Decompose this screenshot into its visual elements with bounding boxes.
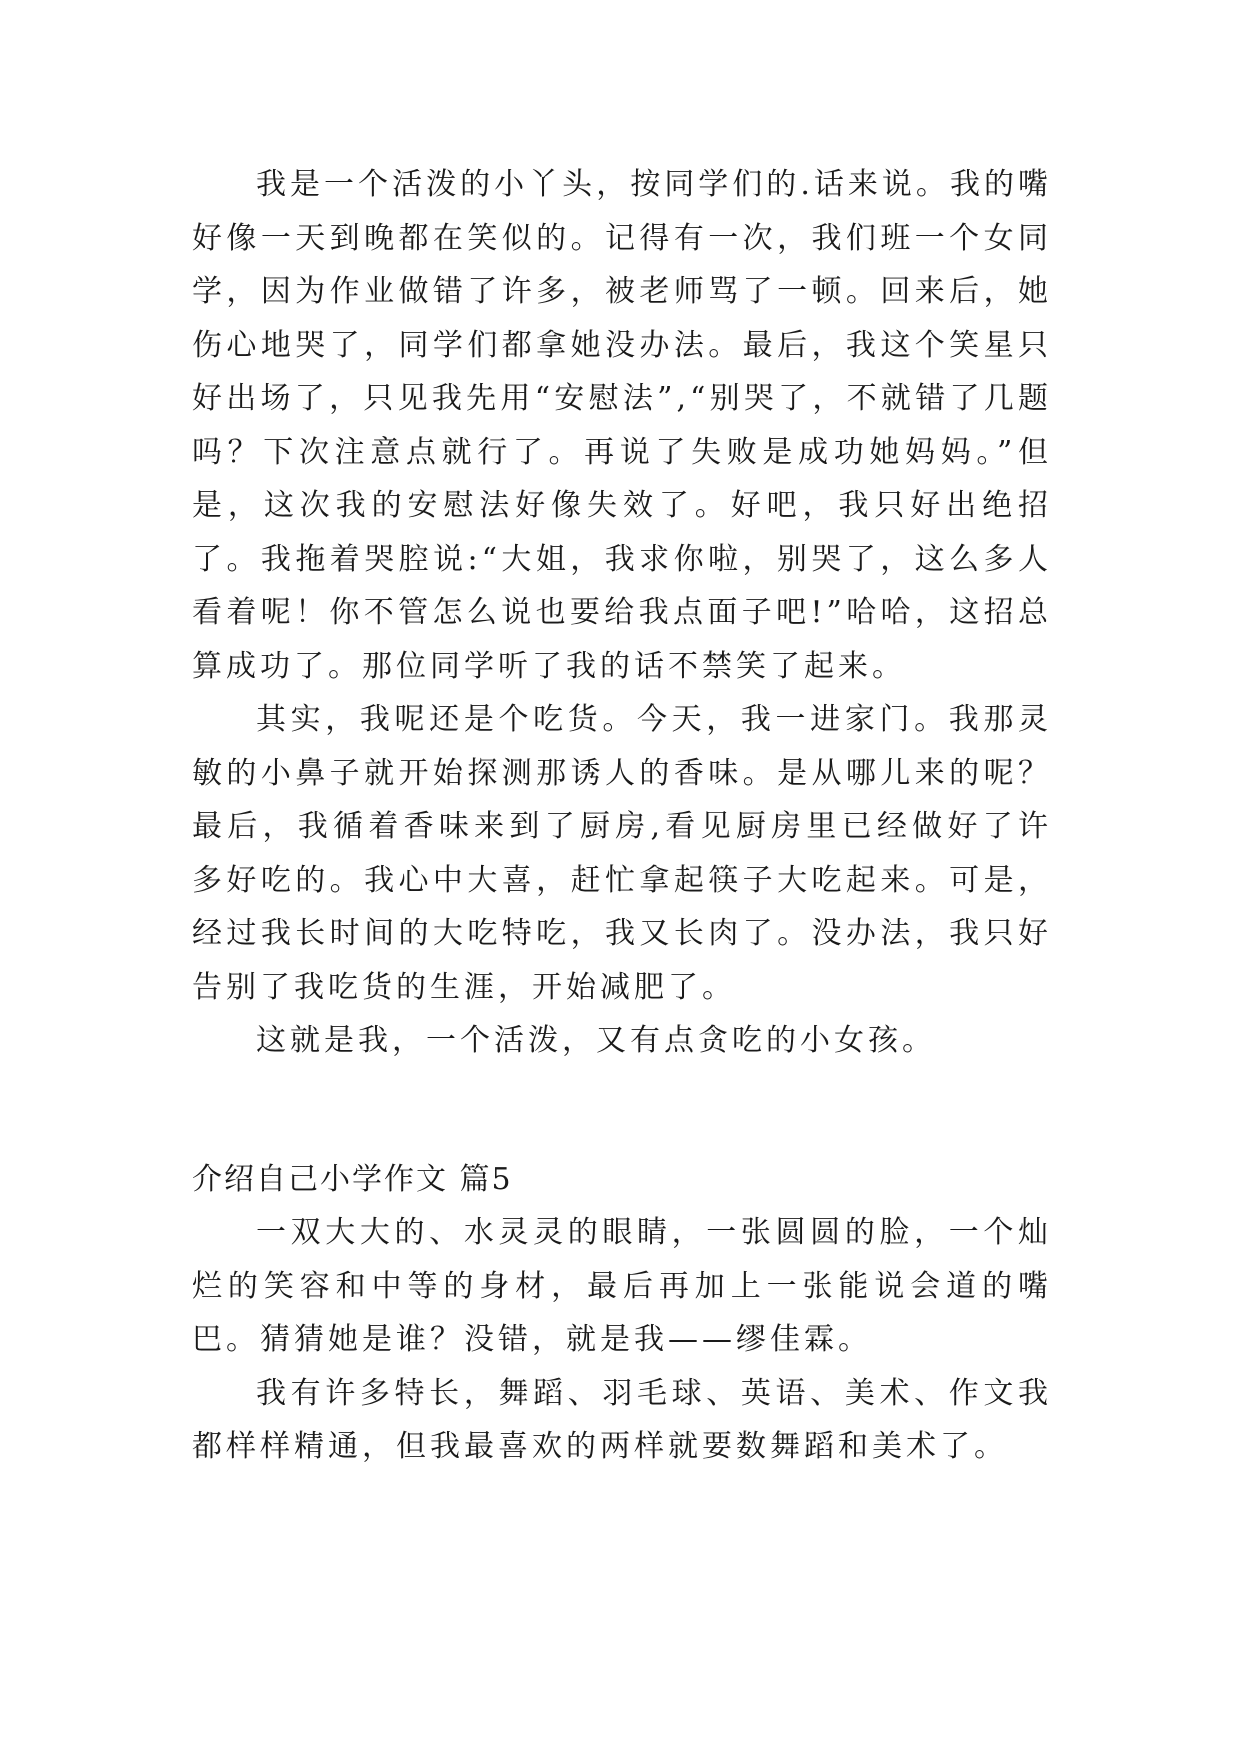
paragraph-talents: 我有许多特长，舞蹈、羽毛球、英语、美术、作文我都样样精通，但我最喜欢的两样就要数舞蹈和美术了。 bbox=[192, 1375, 1052, 1464]
paragraph-self-description: 一双大大的、水灵灵的眼睛，一张圆圆的脸，一个灿烂的笑容和中等的身材，最后再加上一张能说会道的嘴巴。猜猜她是谁？没错，就是我——缪佳霖。 bbox=[192, 1215, 1052, 1357]
section-heading: 介绍自己小学作文 篇5 bbox=[192, 1161, 513, 1197]
document-page bbox=[192, 158, 1052, 1474]
paragraph-foodie: 其实，我呢还是个吃货。今天，我一进家门。我那灵敏的小鼻子就开始探测那诱人的香味。是从哪儿来的呢？最后，我循着香味来到了厨房,看见厨房里已经做好了许多好吃的。我心中大喜，赶忙拿起筷子大吃起来。可是，经过我长时间的大吃特吃，我又长肉了。没办法，我只好告别了我吃货的生涯，开始减肥了。 bbox=[192, 702, 1052, 1005]
paragraph-conclusion: 这就是我，一个活泼，又有点贪吃的小女孩。 bbox=[256, 1023, 936, 1058]
paragraph-lively-girl: 我是一个活泼的小丫头，按同学们的.话来说。我的嘴好像一天到晚都在笑似的。记得有一次，我们班一个女同学，因为作业做错了许多，被老师骂了一顿。回来后，她伤心地哭了，同学们都拿她没办法。最后，我这个笑星只好出场了，只见我先用“安慰法”,“别哭了，不就错了几题吗？下次注意点就行了。再说了失败是成功她妈妈。”但是，这次我的安慰法好像失效了。好吧，我只好出绝招了。我拖着哭腔说:“大姐，我求你啦，别哭了，这么多人看着呢！你不管怎么说也要给我点面子吧!”哈哈，这招总算成功了。那位同学听了我的话不禁笑了起来。 bbox=[192, 167, 1052, 684]
